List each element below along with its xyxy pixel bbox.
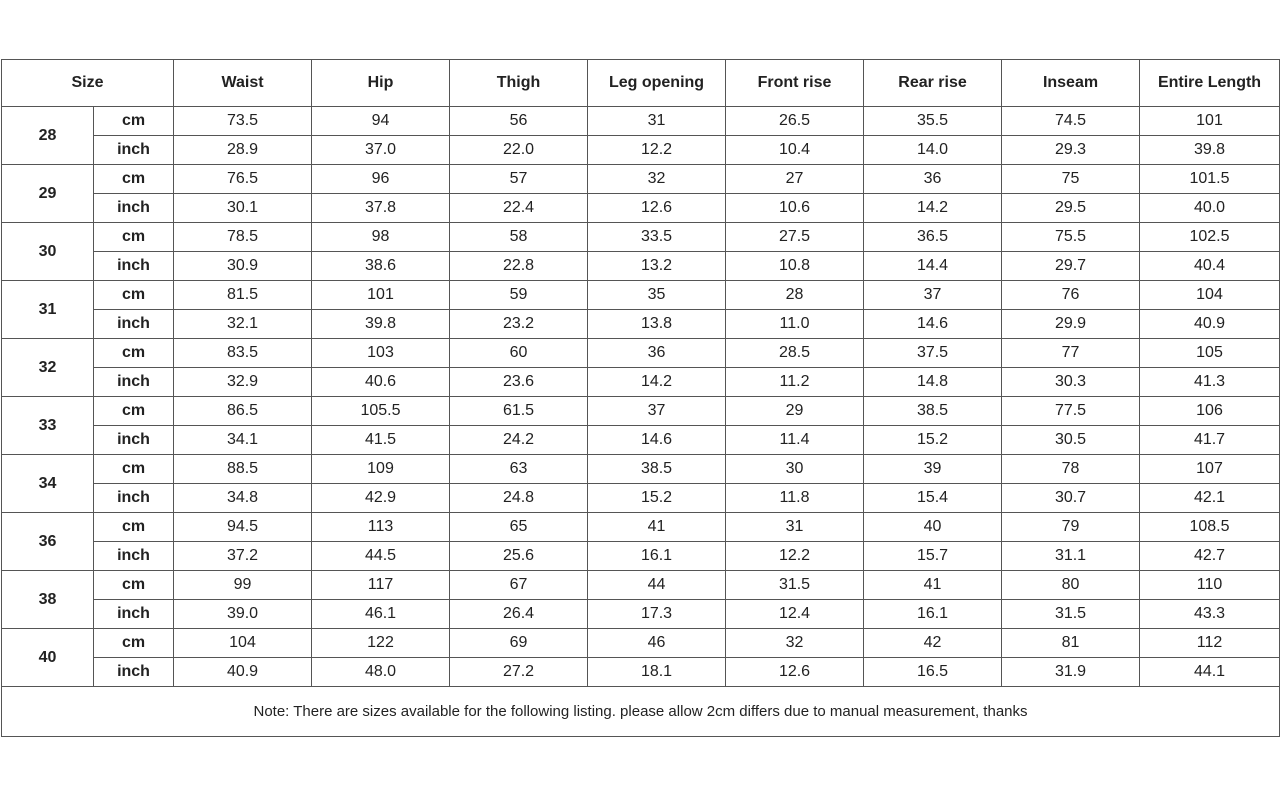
measurement-cell: 103 xyxy=(312,339,450,368)
measurement-cell: 12.2 xyxy=(588,136,726,165)
measurement-cell: 41 xyxy=(588,513,726,542)
measurement-cell: 109 xyxy=(312,455,450,484)
table-row xyxy=(2,165,1280,194)
measurement-cell: 77 xyxy=(1002,339,1140,368)
table-row xyxy=(2,397,1280,426)
measurement-cell: 22.0 xyxy=(450,136,588,165)
unit-label: inch xyxy=(94,252,174,281)
measurement-cell: 106 xyxy=(1140,397,1280,426)
measurement-cell: 13.2 xyxy=(588,252,726,281)
measurement-cell: 42.9 xyxy=(312,484,450,513)
measurement-cell: 107 xyxy=(1140,455,1280,484)
measurement-cell: 36.5 xyxy=(864,223,1002,252)
measurement-cell: 30.5 xyxy=(1002,426,1140,455)
measurement-cell: 37 xyxy=(864,281,1002,310)
measurement-cell: 108.5 xyxy=(1140,513,1280,542)
measurement-cell: 110 xyxy=(1140,571,1280,600)
measurement-cell: 46.1 xyxy=(312,600,450,629)
unit-label: inch xyxy=(94,426,174,455)
measurement-cell: 81.5 xyxy=(174,281,312,310)
measurement-cell: 42.7 xyxy=(1140,542,1280,571)
measurement-cell: 65 xyxy=(450,513,588,542)
measurement-cell: 112 xyxy=(1140,629,1280,658)
measurement-cell: 18.1 xyxy=(588,658,726,687)
measurement-cell: 27.5 xyxy=(726,223,864,252)
size-label: 29 xyxy=(2,165,94,223)
measurement-cell: 104 xyxy=(1140,281,1280,310)
measurement-cell: 22.4 xyxy=(450,194,588,223)
measurement-cell: 44 xyxy=(588,571,726,600)
measurement-cell: 122 xyxy=(312,629,450,658)
measurement-cell: 76 xyxy=(1002,281,1140,310)
measurement-cell: 39.8 xyxy=(1140,136,1280,165)
measurement-cell: 79 xyxy=(1002,513,1140,542)
table-row xyxy=(2,455,1280,484)
measurement-cell: 11.0 xyxy=(726,310,864,339)
measurement-cell: 39.8 xyxy=(312,310,450,339)
measurement-cell: 15.4 xyxy=(864,484,1002,513)
measurement-cell: 44.1 xyxy=(1140,658,1280,687)
measurement-cell: 24.2 xyxy=(450,426,588,455)
measurement-cell: 40.4 xyxy=(1140,252,1280,281)
header-inseam: Inseam xyxy=(1002,60,1140,107)
measurement-cell: 16.1 xyxy=(588,542,726,571)
measurement-cell: 17.3 xyxy=(588,600,726,629)
measurement-cell: 28.5 xyxy=(726,339,864,368)
measurement-cell: 29.9 xyxy=(1002,310,1140,339)
measurement-cell: 41.5 xyxy=(312,426,450,455)
unit-label: cm xyxy=(94,339,174,368)
header-hip: Hip xyxy=(312,60,450,107)
measurement-cell: 16.5 xyxy=(864,658,1002,687)
size-label: 40 xyxy=(2,629,94,687)
table-row xyxy=(2,426,1280,455)
measurement-cell: 86.5 xyxy=(174,397,312,426)
measurement-cell: 80 xyxy=(1002,571,1140,600)
measurement-cell: 38.6 xyxy=(312,252,450,281)
measurement-cell: 12.2 xyxy=(726,542,864,571)
measurement-cell: 12.4 xyxy=(726,600,864,629)
measurement-cell: 32 xyxy=(588,165,726,194)
measurement-cell: 42.1 xyxy=(1140,484,1280,513)
measurement-cell: 31 xyxy=(588,107,726,136)
measurement-cell: 31 xyxy=(726,513,864,542)
measurement-cell: 43.3 xyxy=(1140,600,1280,629)
measurement-cell: 76.5 xyxy=(174,165,312,194)
measurement-cell: 12.6 xyxy=(588,194,726,223)
measurement-cell: 37.0 xyxy=(312,136,450,165)
measurement-cell: 30.9 xyxy=(174,252,312,281)
measurement-cell: 26.4 xyxy=(450,600,588,629)
measurement-cell: 30.3 xyxy=(1002,368,1140,397)
measurement-cell: 35 xyxy=(588,281,726,310)
measurement-cell: 32.1 xyxy=(174,310,312,339)
measurement-cell: 37 xyxy=(588,397,726,426)
size-label: 36 xyxy=(2,513,94,571)
measurement-cell: 28 xyxy=(726,281,864,310)
measurement-cell: 67 xyxy=(450,571,588,600)
measurement-cell: 78.5 xyxy=(174,223,312,252)
table-row xyxy=(2,339,1280,368)
measurement-cell: 12.6 xyxy=(726,658,864,687)
measurement-cell: 56 xyxy=(450,107,588,136)
unit-label: inch xyxy=(94,310,174,339)
unit-label: cm xyxy=(94,223,174,252)
measurement-cell: 10.4 xyxy=(726,136,864,165)
measurement-cell: 46 xyxy=(588,629,726,658)
unit-label: inch xyxy=(94,136,174,165)
table-row xyxy=(2,223,1280,252)
measurement-cell: 27 xyxy=(726,165,864,194)
size-label: 38 xyxy=(2,571,94,629)
measurement-cell: 104 xyxy=(174,629,312,658)
measurement-cell: 31.5 xyxy=(726,571,864,600)
measurement-cell: 59 xyxy=(450,281,588,310)
unit-label: inch xyxy=(94,658,174,687)
measurement-cell: 75.5 xyxy=(1002,223,1140,252)
table-row xyxy=(2,484,1280,513)
measurement-cell: 29.5 xyxy=(1002,194,1140,223)
header-size: Size xyxy=(2,60,174,107)
measurement-cell: 37.8 xyxy=(312,194,450,223)
measurement-cell: 105 xyxy=(1140,339,1280,368)
size-label: 32 xyxy=(2,339,94,397)
measurement-cell: 25.6 xyxy=(450,542,588,571)
measurement-cell: 34.1 xyxy=(174,426,312,455)
unit-label: cm xyxy=(94,165,174,194)
header-front-rise: Front rise xyxy=(726,60,864,107)
measurement-cell: 33.5 xyxy=(588,223,726,252)
unit-label: inch xyxy=(94,542,174,571)
measurement-cell: 40.9 xyxy=(1140,310,1280,339)
unit-label: cm xyxy=(94,281,174,310)
measurement-cell: 32 xyxy=(726,629,864,658)
measurement-cell: 94 xyxy=(312,107,450,136)
table-row xyxy=(2,252,1280,281)
measurement-cell: 94.5 xyxy=(174,513,312,542)
measurement-cell: 23.6 xyxy=(450,368,588,397)
measurement-cell: 22.8 xyxy=(450,252,588,281)
measurement-cell: 88.5 xyxy=(174,455,312,484)
size-chart-body xyxy=(2,107,1280,687)
measurement-cell: 28.9 xyxy=(174,136,312,165)
measurement-cell: 10.6 xyxy=(726,194,864,223)
measurement-cell: 81 xyxy=(1002,629,1140,658)
measurement-cell: 31.1 xyxy=(1002,542,1140,571)
measurement-cell: 35.5 xyxy=(864,107,1002,136)
measurement-cell: 31.5 xyxy=(1002,600,1140,629)
measurement-cell: 26.5 xyxy=(726,107,864,136)
measurement-cell: 44.5 xyxy=(312,542,450,571)
measurement-cell: 58 xyxy=(450,223,588,252)
measurement-cell: 10.8 xyxy=(726,252,864,281)
measurement-cell: 77.5 xyxy=(1002,397,1140,426)
measurement-cell: 34.8 xyxy=(174,484,312,513)
measurement-cell: 11.4 xyxy=(726,426,864,455)
measurement-cell: 69 xyxy=(450,629,588,658)
measurement-cell: 73.5 xyxy=(174,107,312,136)
measurement-cell: 83.5 xyxy=(174,339,312,368)
measurement-cell: 74.5 xyxy=(1002,107,1140,136)
measurement-cell: 42 xyxy=(864,629,1002,658)
measurement-cell: 29.3 xyxy=(1002,136,1140,165)
table-row xyxy=(2,107,1280,136)
header-waist: Waist xyxy=(174,60,312,107)
measurement-cell: 13.8 xyxy=(588,310,726,339)
measurement-cell: 38.5 xyxy=(588,455,726,484)
size-label: 31 xyxy=(2,281,94,339)
measurement-cell: 30.7 xyxy=(1002,484,1140,513)
table-row xyxy=(2,658,1280,687)
measurement-cell: 30.1 xyxy=(174,194,312,223)
header-rear-rise: Rear rise xyxy=(864,60,1002,107)
measurement-cell: 14.2 xyxy=(588,368,726,397)
unit-label: cm xyxy=(94,107,174,136)
measurement-cell: 29.7 xyxy=(1002,252,1140,281)
measurement-cell: 24.8 xyxy=(450,484,588,513)
measurement-cell: 63 xyxy=(450,455,588,484)
unit-label: inch xyxy=(94,484,174,513)
measurement-cell: 37.5 xyxy=(864,339,1002,368)
header-leg-opening: Leg opening xyxy=(588,60,726,107)
size-label: 34 xyxy=(2,455,94,513)
measurement-cell: 96 xyxy=(312,165,450,194)
measurement-cell: 11.2 xyxy=(726,368,864,397)
measurement-cell: 99 xyxy=(174,571,312,600)
measurement-note: Note: There are sizes available for the following listing. please allow 2cm differs due to manual measurement, thanks xyxy=(2,687,1280,737)
measurement-cell: 11.8 xyxy=(726,484,864,513)
measurement-cell: 41.3 xyxy=(1140,368,1280,397)
table-row xyxy=(2,310,1280,339)
measurement-cell: 31.9 xyxy=(1002,658,1140,687)
measurement-cell: 78 xyxy=(1002,455,1140,484)
table-row xyxy=(2,368,1280,397)
header-entire-length: Entire Length xyxy=(1140,60,1280,107)
table-row xyxy=(2,629,1280,658)
measurement-cell: 36 xyxy=(864,165,1002,194)
size-label: 30 xyxy=(2,223,94,281)
measurement-cell: 16.1 xyxy=(864,600,1002,629)
unit-label: cm xyxy=(94,455,174,484)
measurement-cell: 61.5 xyxy=(450,397,588,426)
size-label: 28 xyxy=(2,107,94,165)
measurement-cell: 102.5 xyxy=(1140,223,1280,252)
size-label: 33 xyxy=(2,397,94,455)
header-row xyxy=(2,60,1280,107)
measurement-cell: 101 xyxy=(1140,107,1280,136)
table-row xyxy=(2,571,1280,600)
measurement-cell: 14.4 xyxy=(864,252,1002,281)
measurement-cell: 36 xyxy=(588,339,726,368)
table-row xyxy=(2,136,1280,165)
measurement-cell: 14.6 xyxy=(864,310,1002,339)
table-row xyxy=(2,513,1280,542)
measurement-cell: 57 xyxy=(450,165,588,194)
measurement-cell: 60 xyxy=(450,339,588,368)
measurement-cell: 39.0 xyxy=(174,600,312,629)
measurement-cell: 40.6 xyxy=(312,368,450,397)
table-row xyxy=(2,281,1280,310)
unit-label: inch xyxy=(94,368,174,397)
unit-label: cm xyxy=(94,571,174,600)
measurement-cell: 27.2 xyxy=(450,658,588,687)
note-row xyxy=(2,687,1280,737)
table-row xyxy=(2,542,1280,571)
measurement-cell: 40 xyxy=(864,513,1002,542)
measurement-cell: 101 xyxy=(312,281,450,310)
measurement-cell: 75 xyxy=(1002,165,1140,194)
measurement-cell: 30 xyxy=(726,455,864,484)
measurement-cell: 14.8 xyxy=(864,368,1002,397)
measurement-cell: 14.6 xyxy=(588,426,726,455)
table-row xyxy=(2,600,1280,629)
measurement-cell: 40.9 xyxy=(174,658,312,687)
measurement-cell: 23.2 xyxy=(450,310,588,339)
unit-label: inch xyxy=(94,194,174,223)
measurement-cell: 117 xyxy=(312,571,450,600)
measurement-cell: 15.2 xyxy=(864,426,1002,455)
measurement-cell: 98 xyxy=(312,223,450,252)
measurement-cell: 113 xyxy=(312,513,450,542)
measurement-cell: 32.9 xyxy=(174,368,312,397)
size-chart-table xyxy=(1,59,1280,737)
unit-label: cm xyxy=(94,397,174,426)
unit-label: inch xyxy=(94,600,174,629)
measurement-cell: 41.7 xyxy=(1140,426,1280,455)
measurement-cell: 37.2 xyxy=(174,542,312,571)
measurement-cell: 48.0 xyxy=(312,658,450,687)
measurement-cell: 14.0 xyxy=(864,136,1002,165)
measurement-cell: 105.5 xyxy=(312,397,450,426)
measurement-cell: 101.5 xyxy=(1140,165,1280,194)
unit-label: cm xyxy=(94,629,174,658)
measurement-cell: 29 xyxy=(726,397,864,426)
measurement-cell: 15.7 xyxy=(864,542,1002,571)
measurement-cell: 15.2 xyxy=(588,484,726,513)
measurement-cell: 40.0 xyxy=(1140,194,1280,223)
header-thigh: Thigh xyxy=(450,60,588,107)
measurement-cell: 41 xyxy=(864,571,1002,600)
measurement-cell: 14.2 xyxy=(864,194,1002,223)
measurement-cell: 38.5 xyxy=(864,397,1002,426)
measurement-cell: 39 xyxy=(864,455,1002,484)
table-row xyxy=(2,194,1280,223)
unit-label: cm xyxy=(94,513,174,542)
